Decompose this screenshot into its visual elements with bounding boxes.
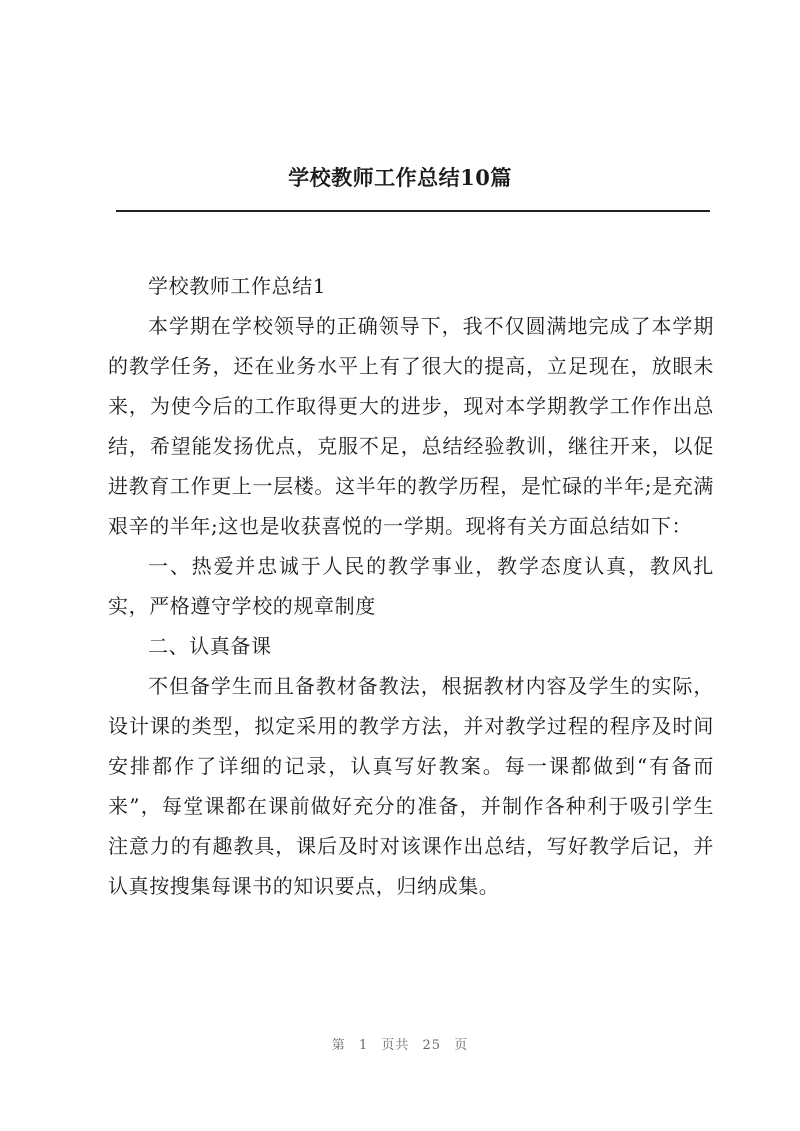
intro-paragraph: 本学期在学校领导的正确领导下，我不仅圆满地完成了本学期的教学任务，还在业务水平上有了很大的提高，立足现在，放眼未来，为使今后的工作取得更大的进步，现对本学期教学工作作出总结，希望能发扬优点，克服不足，总结经验教训，继往开来，以促进教育工作更上一层楼。这半年的教学历程，是忙碌的半年;是充满艰辛的半年;这也是收获喜悦的一学期。现将有关方面总结如下： — [108, 314, 714, 538]
title-divider — [116, 210, 710, 212]
document-body — [108, 266, 714, 906]
point-two-heading: 二、认真备课 — [148, 634, 272, 658]
total-page-count: 25 — [422, 1038, 442, 1053]
footer-middle: 页共 — [381, 1038, 410, 1053]
section-heading: 学校教师工作总结1 — [148, 274, 327, 298]
footer-prefix: 第 — [331, 1038, 346, 1053]
point-one-paragraph: 一、热爱并忠诚于人民的教学事业，教学态度认真，教风扎实，严格遵守学校的规章制度 — [108, 554, 714, 618]
lesson-prep-paragraph: 不但备学生而且备教材备教法，根据教材内容及学生的实际，设计课的类型，拟定采用的教学方法，并对教学过程的程序及时间安排都作了详细的记录，认真写好教案。每一课都做到“有备而来”，每堂课都在课前做好充分的准备，并制作各种利于吸引学生注意力的有趣教具，课后及时对该课作出总结，写好教学后记，并认真按搜集每课书的知识要点，归纳成集。 — [108, 674, 714, 898]
footer-suffix: 页 — [454, 1038, 469, 1053]
document-title: 学校教师工作总结10篇 — [288, 165, 512, 190]
current-page-number: 1 — [358, 1038, 369, 1053]
page-footer — [0, 1034, 800, 1053]
